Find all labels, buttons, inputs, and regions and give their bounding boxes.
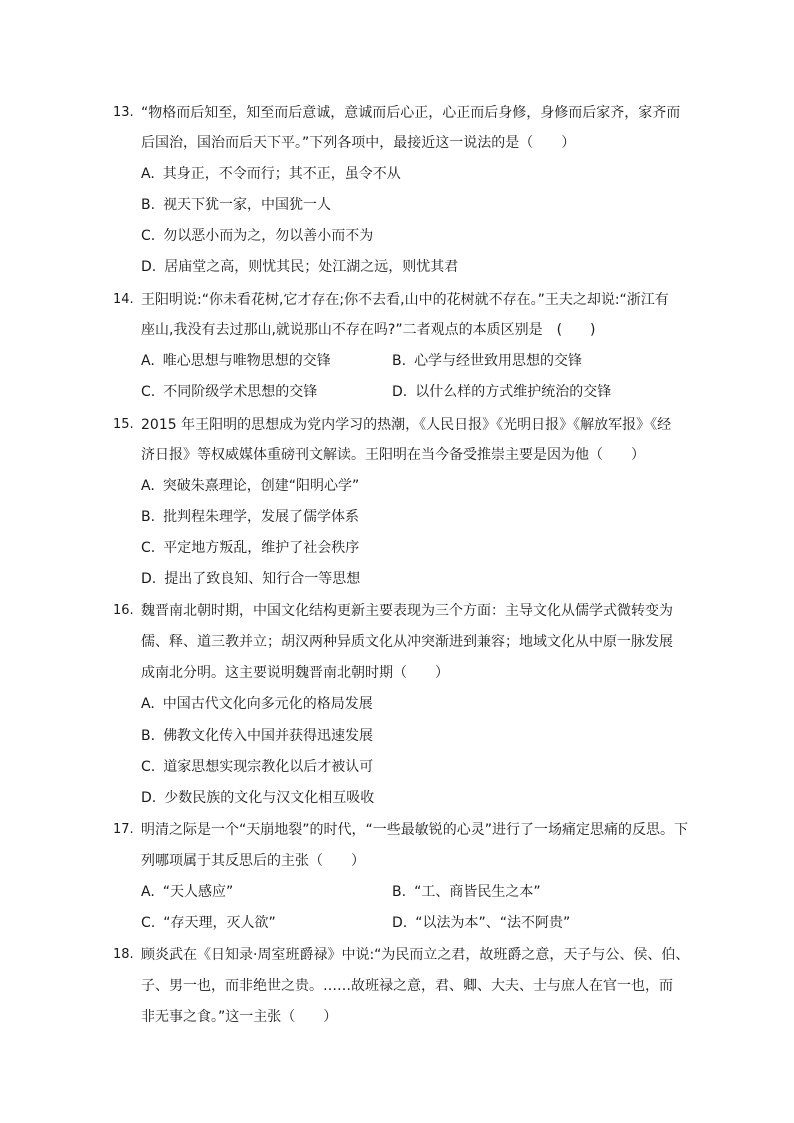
option-text: 突破朱熹理论，创建“阳明心学” xyxy=(162,478,360,494)
option-text: 少数民族的文化与汉文化相互吸收 xyxy=(164,790,375,806)
option-text: “工、商皆民生之本” xyxy=(414,884,541,900)
question-number: 13. xyxy=(113,105,134,120)
option-letter: C. xyxy=(141,759,156,775)
option-c xyxy=(141,382,317,402)
option-b xyxy=(392,882,541,902)
question-number: 15. xyxy=(113,417,134,432)
question-number: 16. xyxy=(113,603,134,618)
option-text: 平定地方叛乱，维护了社会秩序 xyxy=(163,540,360,556)
option-b xyxy=(141,195,331,215)
option-c xyxy=(141,757,373,777)
option-letter: A. xyxy=(141,353,155,369)
option-text: 不同阶级学术思想的交锋 xyxy=(163,384,318,400)
question-stem-line: 顾炎武在《日知录·周室班爵禄》中说:“为民而立之君，故班爵之意，天子与公、侯、伯、 xyxy=(141,947,690,963)
question-stem-line: 后国治，国治而后天下平。”下列各项中，最接近这一说法的是（ ） xyxy=(141,135,576,151)
question-number: 18. xyxy=(113,947,134,962)
option-text: “存天理，灭人欲” xyxy=(163,915,276,931)
option-letter: A. xyxy=(141,884,155,900)
option-d xyxy=(141,569,360,589)
question-number: 14. xyxy=(113,292,134,307)
question-stem-line: 子、男一也，而非绝世之贵。……故班禄之意，君、卿、大夫、士与庶人在官一也，而 xyxy=(141,978,673,994)
option-a xyxy=(141,476,359,496)
option-letter: C. xyxy=(141,228,156,244)
option-text: 其身正，不令而行；其不正，虽令不从 xyxy=(162,166,401,182)
option-d xyxy=(392,382,611,402)
option-text: 居庙堂之高，则忧其民；处江湖之远，则忧其君 xyxy=(164,259,459,275)
option-letter: D. xyxy=(141,259,157,275)
option-text: “天人感应” xyxy=(162,884,234,900)
option-text: 批判程朱理学，发展了儒学体系 xyxy=(163,509,360,525)
option-letter: D. xyxy=(392,915,408,931)
option-text: 唯心思想与唯物思想的交锋 xyxy=(162,353,331,369)
question-number: 17. xyxy=(113,822,134,837)
option-text: 佛教文化传入中国并获得迅速发展 xyxy=(163,728,374,744)
question-stem-line: 王阳明说:“你未看花树,它才存在;你不去看,山中的花树就不存在。”王夫之却说:“浙江有 xyxy=(141,292,669,308)
option-letter: D. xyxy=(141,790,157,806)
option-c xyxy=(141,538,359,558)
option-letter: B. xyxy=(141,509,156,525)
option-d xyxy=(141,788,374,808)
option-text: 中国古代文化向多元化的格局发展 xyxy=(162,696,373,712)
question-stem-line: 非无事之食。”这一主张（ ） xyxy=(141,1009,338,1025)
option-b xyxy=(141,507,359,527)
option-text: 以什么样的方式维护统治的交锋 xyxy=(415,384,612,400)
option-b xyxy=(141,726,373,746)
option-text: 视天下犹一家，中国犹一人 xyxy=(163,197,332,213)
option-b xyxy=(392,351,582,371)
option-letter: A. xyxy=(141,696,155,712)
option-letter: A. xyxy=(141,166,155,182)
option-letter: D. xyxy=(141,571,157,587)
option-letter: D. xyxy=(392,384,408,400)
option-d xyxy=(141,257,458,277)
option-a xyxy=(141,164,401,184)
question-stem-line: 成南北分明。这主要说明魏晋南北朝时期（ ） xyxy=(141,665,449,681)
option-c xyxy=(141,226,373,246)
question-stem-line: 明清之际是一个“天崩地裂”的时代，“一些最敏锐的心灵”进行了一场痛定思痛的反思。下 xyxy=(141,822,689,838)
option-letter: C. xyxy=(141,384,156,400)
option-d xyxy=(392,913,570,933)
option-text: 道家思想实现宗教化以后才被认可 xyxy=(163,759,374,775)
question-stem-line: 2015 年王阳明的思想成为党内学习的热潮，《人民日报》《光明日报》《解放军报》《经 xyxy=(141,417,672,433)
option-letter: B. xyxy=(141,728,156,744)
option-text: 勿以恶小而为之，勿以善小而不为 xyxy=(163,228,374,244)
option-letter: B. xyxy=(392,353,407,369)
question-stem-line: 魏晋南北朝时期，中国文化结构更新主要表现为三个方面：主导文化从儒学式微转变为 xyxy=(141,603,673,619)
option-text: 心学与经世致用思想的交锋 xyxy=(414,353,583,369)
option-letter: C. xyxy=(141,540,156,556)
option-letter: B. xyxy=(392,884,407,900)
option-letter: B. xyxy=(141,197,156,213)
question-stem-line: 济日报》等权威媒体重磅刊文解读。王阳明在当今备受推崇主要是因为他（ ） xyxy=(141,447,645,463)
question-stem-line: 座山,我没有去过那山,就说那山不存在吗?”二者观点的本质区别是 ( ) xyxy=(141,322,596,338)
option-a xyxy=(141,694,373,714)
option-a xyxy=(141,882,233,902)
question-stem-line: “物格而后知至，知至而后意诚，意诚而后心正，心正而后身修，身修而后家齐，家齐而 xyxy=(141,105,681,121)
option-a xyxy=(141,351,331,371)
question-stem-line: 儒、释、道三教并立；胡汉两种异质文化从冲突渐进到兼容；地域文化从中原一脉发展 xyxy=(141,634,673,650)
option-text: “以法为本”、“法不阿贵” xyxy=(415,915,571,931)
option-c xyxy=(141,913,276,933)
option-letter: C. xyxy=(141,915,156,931)
option-letter: A. xyxy=(141,478,155,494)
question-stem-line: 列哪项属于其反思后的主张（ ） xyxy=(141,853,365,869)
option-text: 提出了致良知、知行合一等思想 xyxy=(164,571,361,587)
